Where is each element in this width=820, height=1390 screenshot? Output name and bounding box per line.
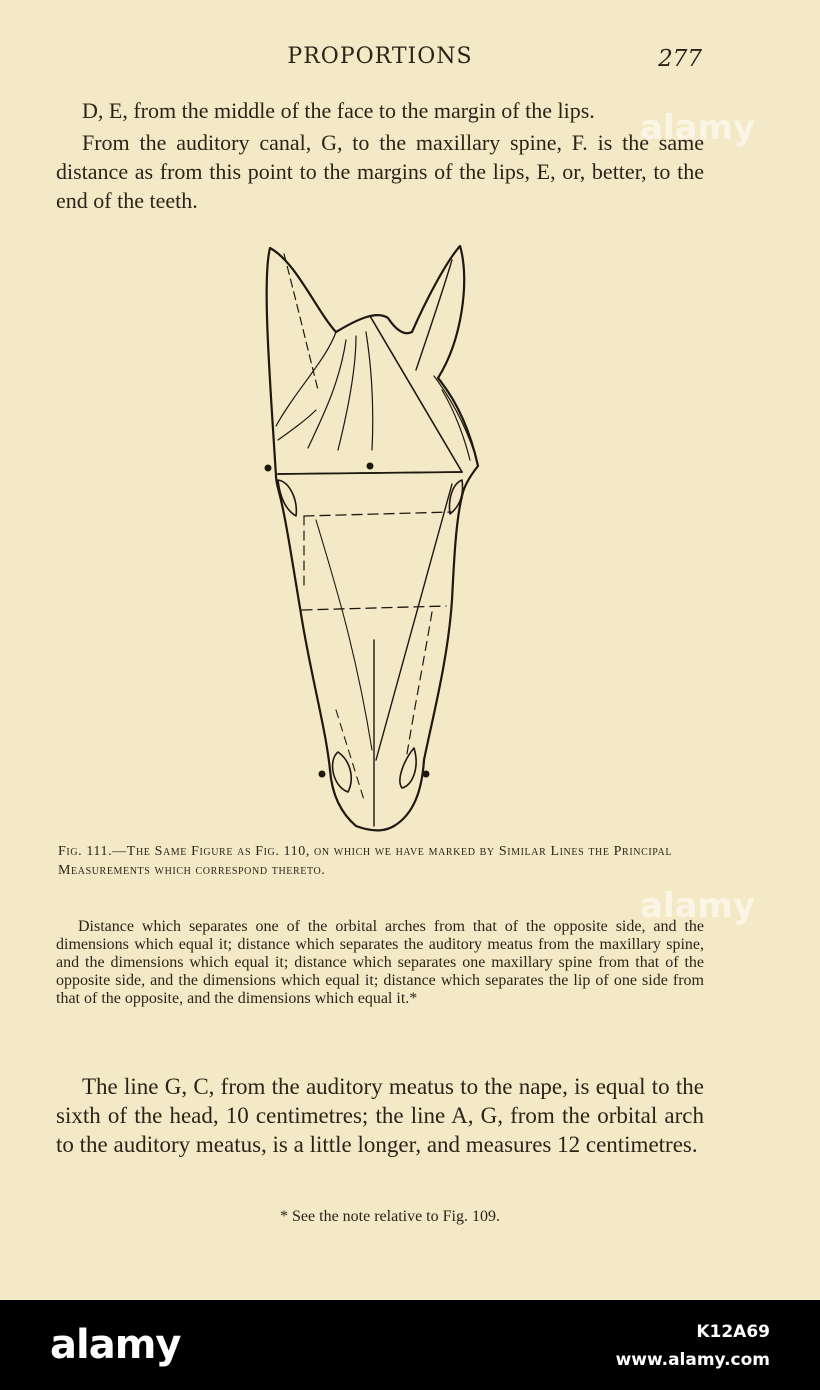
point-center — [367, 463, 373, 469]
point-left-lip — [319, 771, 325, 777]
caption-text: —The Same Figure as Fig. 110, on which we have marked by Similar Lines the Principal Measurements which correspond thereto. — [58, 844, 673, 878]
dashed-measure-lower — [302, 606, 446, 610]
point-right-lip — [423, 771, 429, 777]
forelock — [276, 332, 373, 450]
orbital-line — [278, 472, 462, 474]
paragraph-continuation: D, E, from the middle of the face to the margin of the lips. — [82, 98, 595, 123]
right-nostril — [400, 748, 416, 788]
running-head — [0, 44, 820, 74]
head-outline — [267, 246, 478, 831]
page-number: 277 — [658, 46, 702, 72]
dashed-measure-upper — [304, 512, 452, 516]
caption-label: Fig. 111. — [58, 844, 113, 859]
image-id: K12A69 — [696, 1322, 770, 1342]
figure-caption — [58, 842, 704, 880]
orbital-triangle — [278, 316, 462, 474]
watermark-ghost-text: alamy — [640, 886, 756, 926]
figure-legend: Distance which separates one of the orbital arches from that of the opposite side, and the dimensions which equal it; distance which separates the auditory meatus from the maxillary spine, and the dimensions which equal it; distance which separates one maxillary spine from that of the opposite side, and the dimensions which equal it; distance which separates the lip of one side from that of the opposite, and the dimensions which equal it.* — [56, 918, 704, 1007]
running-head-title: PROPORTIONS — [287, 44, 473, 69]
watermark-bar — [0, 1300, 820, 1390]
figure-horse-head — [256, 240, 492, 836]
paragraph-auditory-canal: From the auditory canal, G, to the maxillary spine, F. is the same distance as from this point to the margins of the lips, E, or, better, to the end of the teeth. — [56, 130, 704, 213]
alamy-logo: alamy — [50, 1322, 181, 1368]
watermark-ghost-text: alamy — [640, 108, 756, 148]
diagonal-line — [376, 484, 452, 760]
right-mane — [434, 376, 478, 464]
footnote: * See the note relative to Fig. 109. — [280, 1208, 500, 1225]
right-ear-inner — [416, 260, 452, 370]
left-face-line — [316, 520, 372, 750]
watermark-url: www.alamy.com — [615, 1350, 770, 1370]
horse-head-drawing — [256, 240, 492, 836]
point-left-orbit — [265, 465, 271, 471]
left-nostril — [333, 752, 352, 792]
left-ear-line — [284, 254, 318, 390]
paragraph-auditory-meatus: The line G, C, from the auditory meatus to the nape, is equal to the sixth of the head, 10 centimetres; the line A, G, from the orbital arch to the auditory meatus, is a little longer, and measures 12 centimetres. — [56, 1074, 704, 1157]
